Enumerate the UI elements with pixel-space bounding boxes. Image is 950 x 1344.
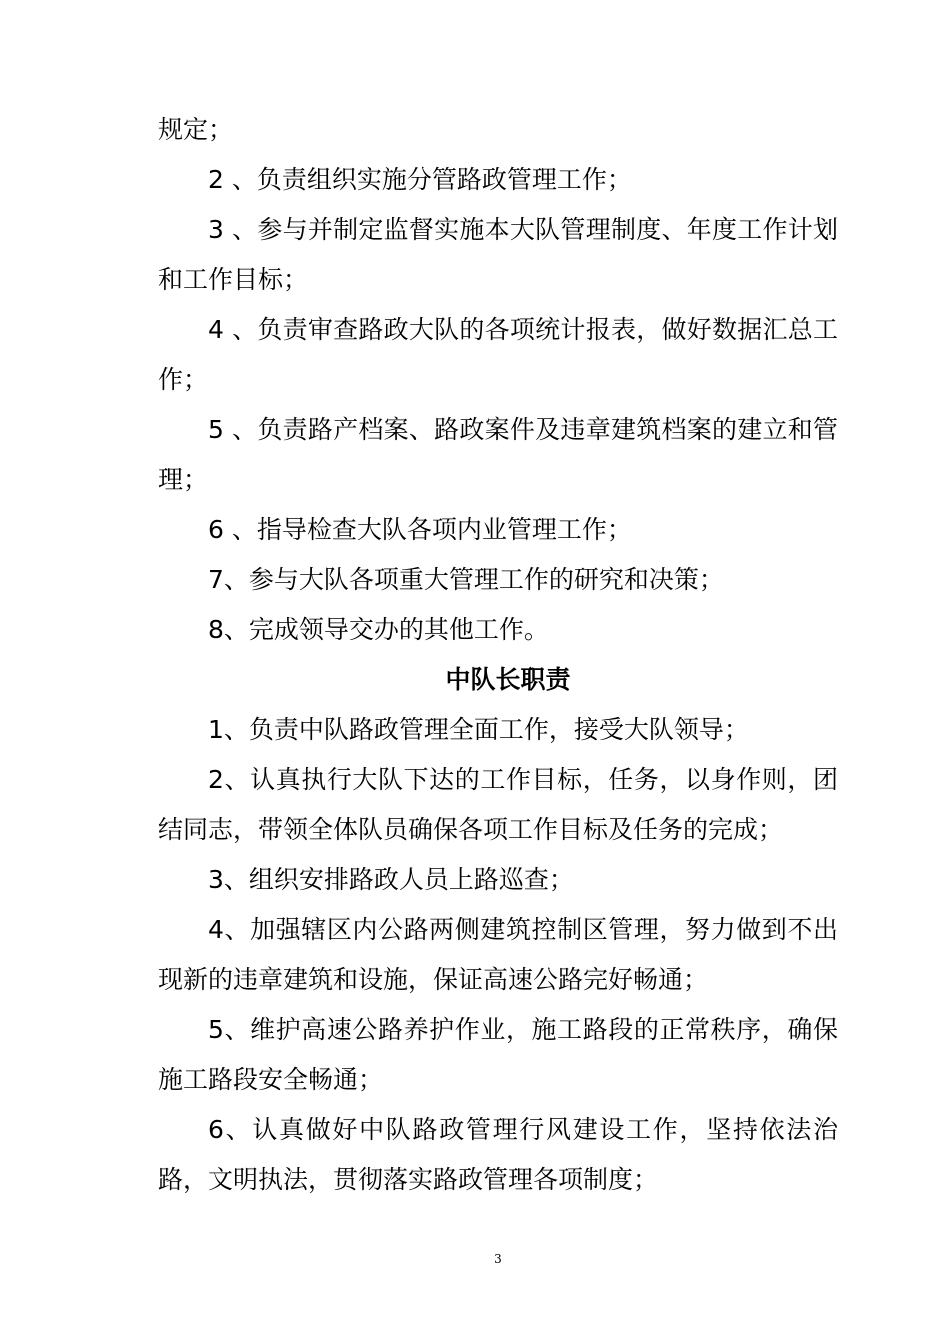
- paragraph-item-7: 7、参与大队各项重大管理工作的研究和决策；: [208, 565, 724, 594]
- paragraph-item-3: 3 、参与并制定监督实施本大队管理制度、年度工作计划和工作目标；: [158, 215, 838, 294]
- paragraph-item-2: 2 、负责组织实施分管路政管理工作；: [208, 165, 632, 194]
- duty-item-4: 4、加强辖区内公路两侧建筑控制区管理，努力做到不出现新的违章建筑和设施，保证高速公路完好畅通；: [158, 915, 838, 994]
- paragraph-item-4: 4 、负责审查路政大队的各项统计报表，做好数据汇总工作；: [158, 315, 838, 394]
- duty-item-3: 3、组织安排路政人员上路巡查；: [208, 865, 574, 894]
- page-number: 3: [494, 1252, 502, 1266]
- section-heading: 中队长职责: [445, 665, 571, 694]
- duty-item-1: 1、负责中队路政管理全面工作，接受大队领导；: [208, 715, 749, 744]
- document-body: [158, 105, 838, 1205]
- paragraph-item-5: 5 、负责路产档案、路政案件及违章建筑档案的建立和管理；: [158, 415, 838, 494]
- paragraph-item-8: 8、完成领导交办的其他工作。: [208, 615, 549, 644]
- paragraph-continuation: 规定；: [158, 115, 234, 144]
- duty-item-5: 5、维护高速公路养护作业，施工路段的正常秩序，确保施工路段安全畅通；: [158, 1015, 838, 1094]
- paragraph-item-6: 6 、指导检查大队各项内业管理工作；: [208, 515, 632, 544]
- duty-item-6: 6、认真做好中队路政管理行风建设工作，坚持依法治路，文明执法，贯彻落实路政管理各项制度；: [158, 1115, 838, 1194]
- duty-item-2: 2、认真执行大队下达的工作目标，任务，以身作则，团结同志，带领全体队员确保各项工作目标及任务的完成；: [158, 765, 838, 844]
